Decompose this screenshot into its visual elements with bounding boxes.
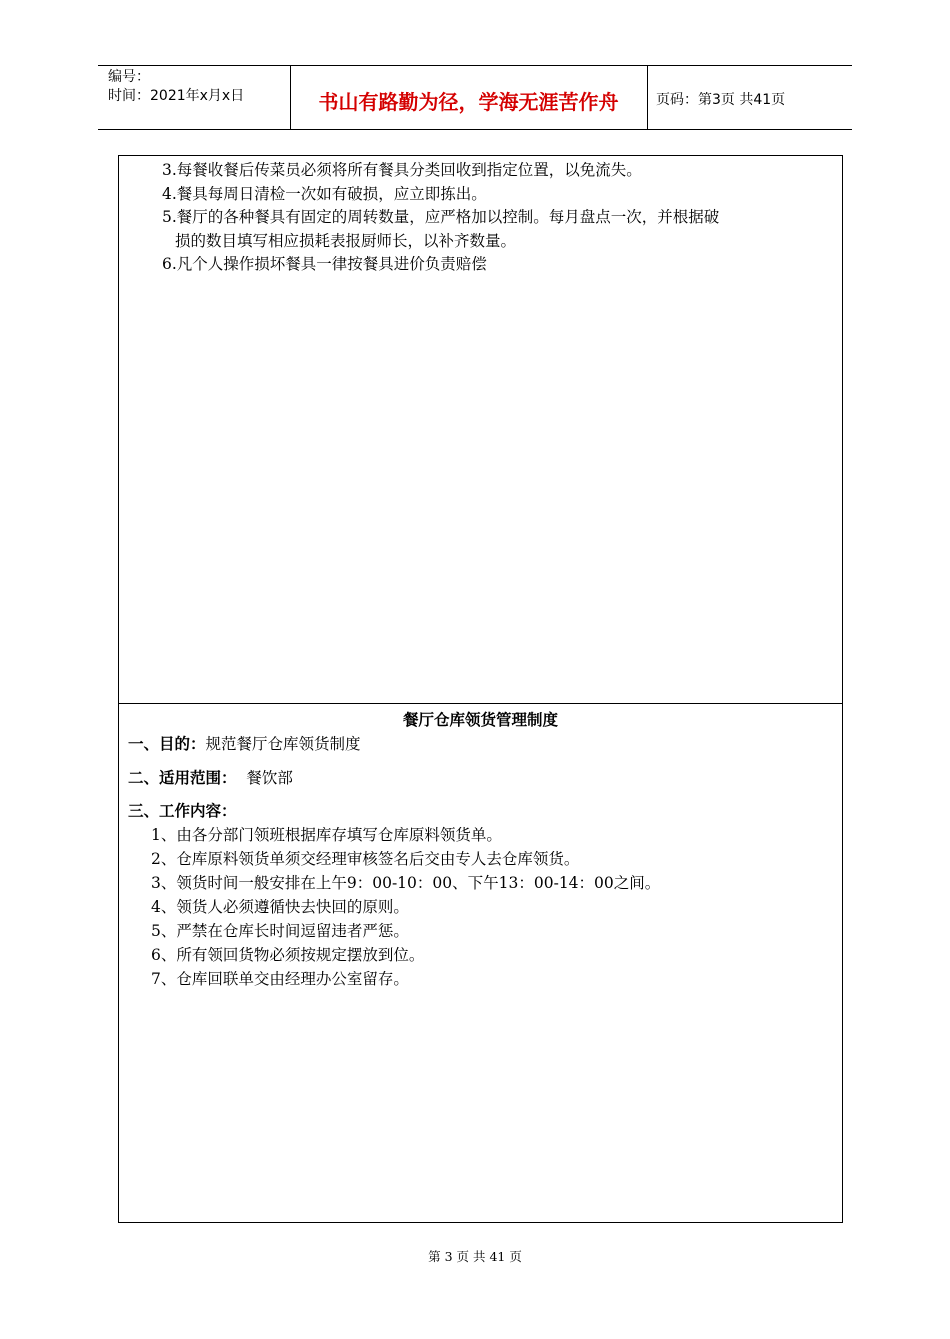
scope-label: 二、适用范围： bbox=[128, 769, 237, 787]
document-time: 时间：2021年x月x日 bbox=[108, 88, 245, 104]
list-item: 6.凡个人操作损坏餐具一律按餐具进价负责赔偿 bbox=[162, 255, 487, 274]
list-item: 4、领货人必须遵循快去快回的原则。 bbox=[151, 898, 409, 916]
purpose-line bbox=[128, 732, 361, 754]
scope-text: 餐饮部 bbox=[246, 769, 293, 787]
page-footer: 第 3 页 共 41 页 bbox=[428, 1249, 522, 1264]
tableware-rules-list bbox=[162, 159, 832, 277]
header-info bbox=[108, 68, 244, 106]
list-item: 5.餐厅的各种餐具有固定的周转数量，应严格加以控制。每月盘点一次，并根据破 bbox=[162, 208, 720, 227]
purpose-text: 规范餐厅仓库领货制度 bbox=[205, 735, 361, 753]
header-page-number: 页码：第3页 共41页 bbox=[656, 92, 786, 108]
list-item: 1、由各分部门领班根据库存填写仓库原料领货单。 bbox=[151, 826, 502, 844]
header-motto: 书山有路勤为径，学海无涯苦作舟 bbox=[318, 90, 619, 114]
list-item: 4.餐具每周日清检一次如有破损，应立即拣出。 bbox=[162, 184, 487, 203]
list-item: 2、仓库原料领货单须交经理审核签名后交由专人去仓库领货。 bbox=[151, 850, 580, 868]
scope-line bbox=[128, 766, 293, 788]
list-item-continuation: 损的数目填写相应损耗表报厨师长，以补齐数量。 bbox=[175, 231, 517, 250]
header-top-rule bbox=[98, 65, 852, 66]
header-bottom-rule bbox=[98, 129, 852, 130]
list-item: 5、严禁在仓库长时间逗留违者严惩。 bbox=[151, 922, 409, 940]
list-item: 6、所有领回货物必须按规定摆放到位。 bbox=[151, 946, 425, 964]
purpose-label: 一、目的： bbox=[128, 735, 206, 753]
content-label: 三、工作内容： bbox=[128, 802, 237, 820]
document-number-label: 编号： bbox=[108, 69, 150, 85]
list-item: 3.每餐收餐后传菜员必须将所有餐具分类回收到指定位置，以免流失。 bbox=[162, 161, 642, 179]
work-content-list bbox=[151, 823, 831, 991]
header-divider-right bbox=[647, 65, 648, 130]
content-heading bbox=[128, 799, 237, 821]
list-item: 3、领货时间一般安排在上午9：00-10：00、下午13：00-14：00之间。 bbox=[151, 874, 661, 892]
section-title: 餐厅仓库领货管理制度 bbox=[402, 711, 558, 729]
content-table bbox=[118, 155, 843, 1223]
table-row-divider bbox=[118, 703, 843, 704]
list-item: 7、仓库回联单交由经理办公室留存。 bbox=[151, 970, 409, 988]
